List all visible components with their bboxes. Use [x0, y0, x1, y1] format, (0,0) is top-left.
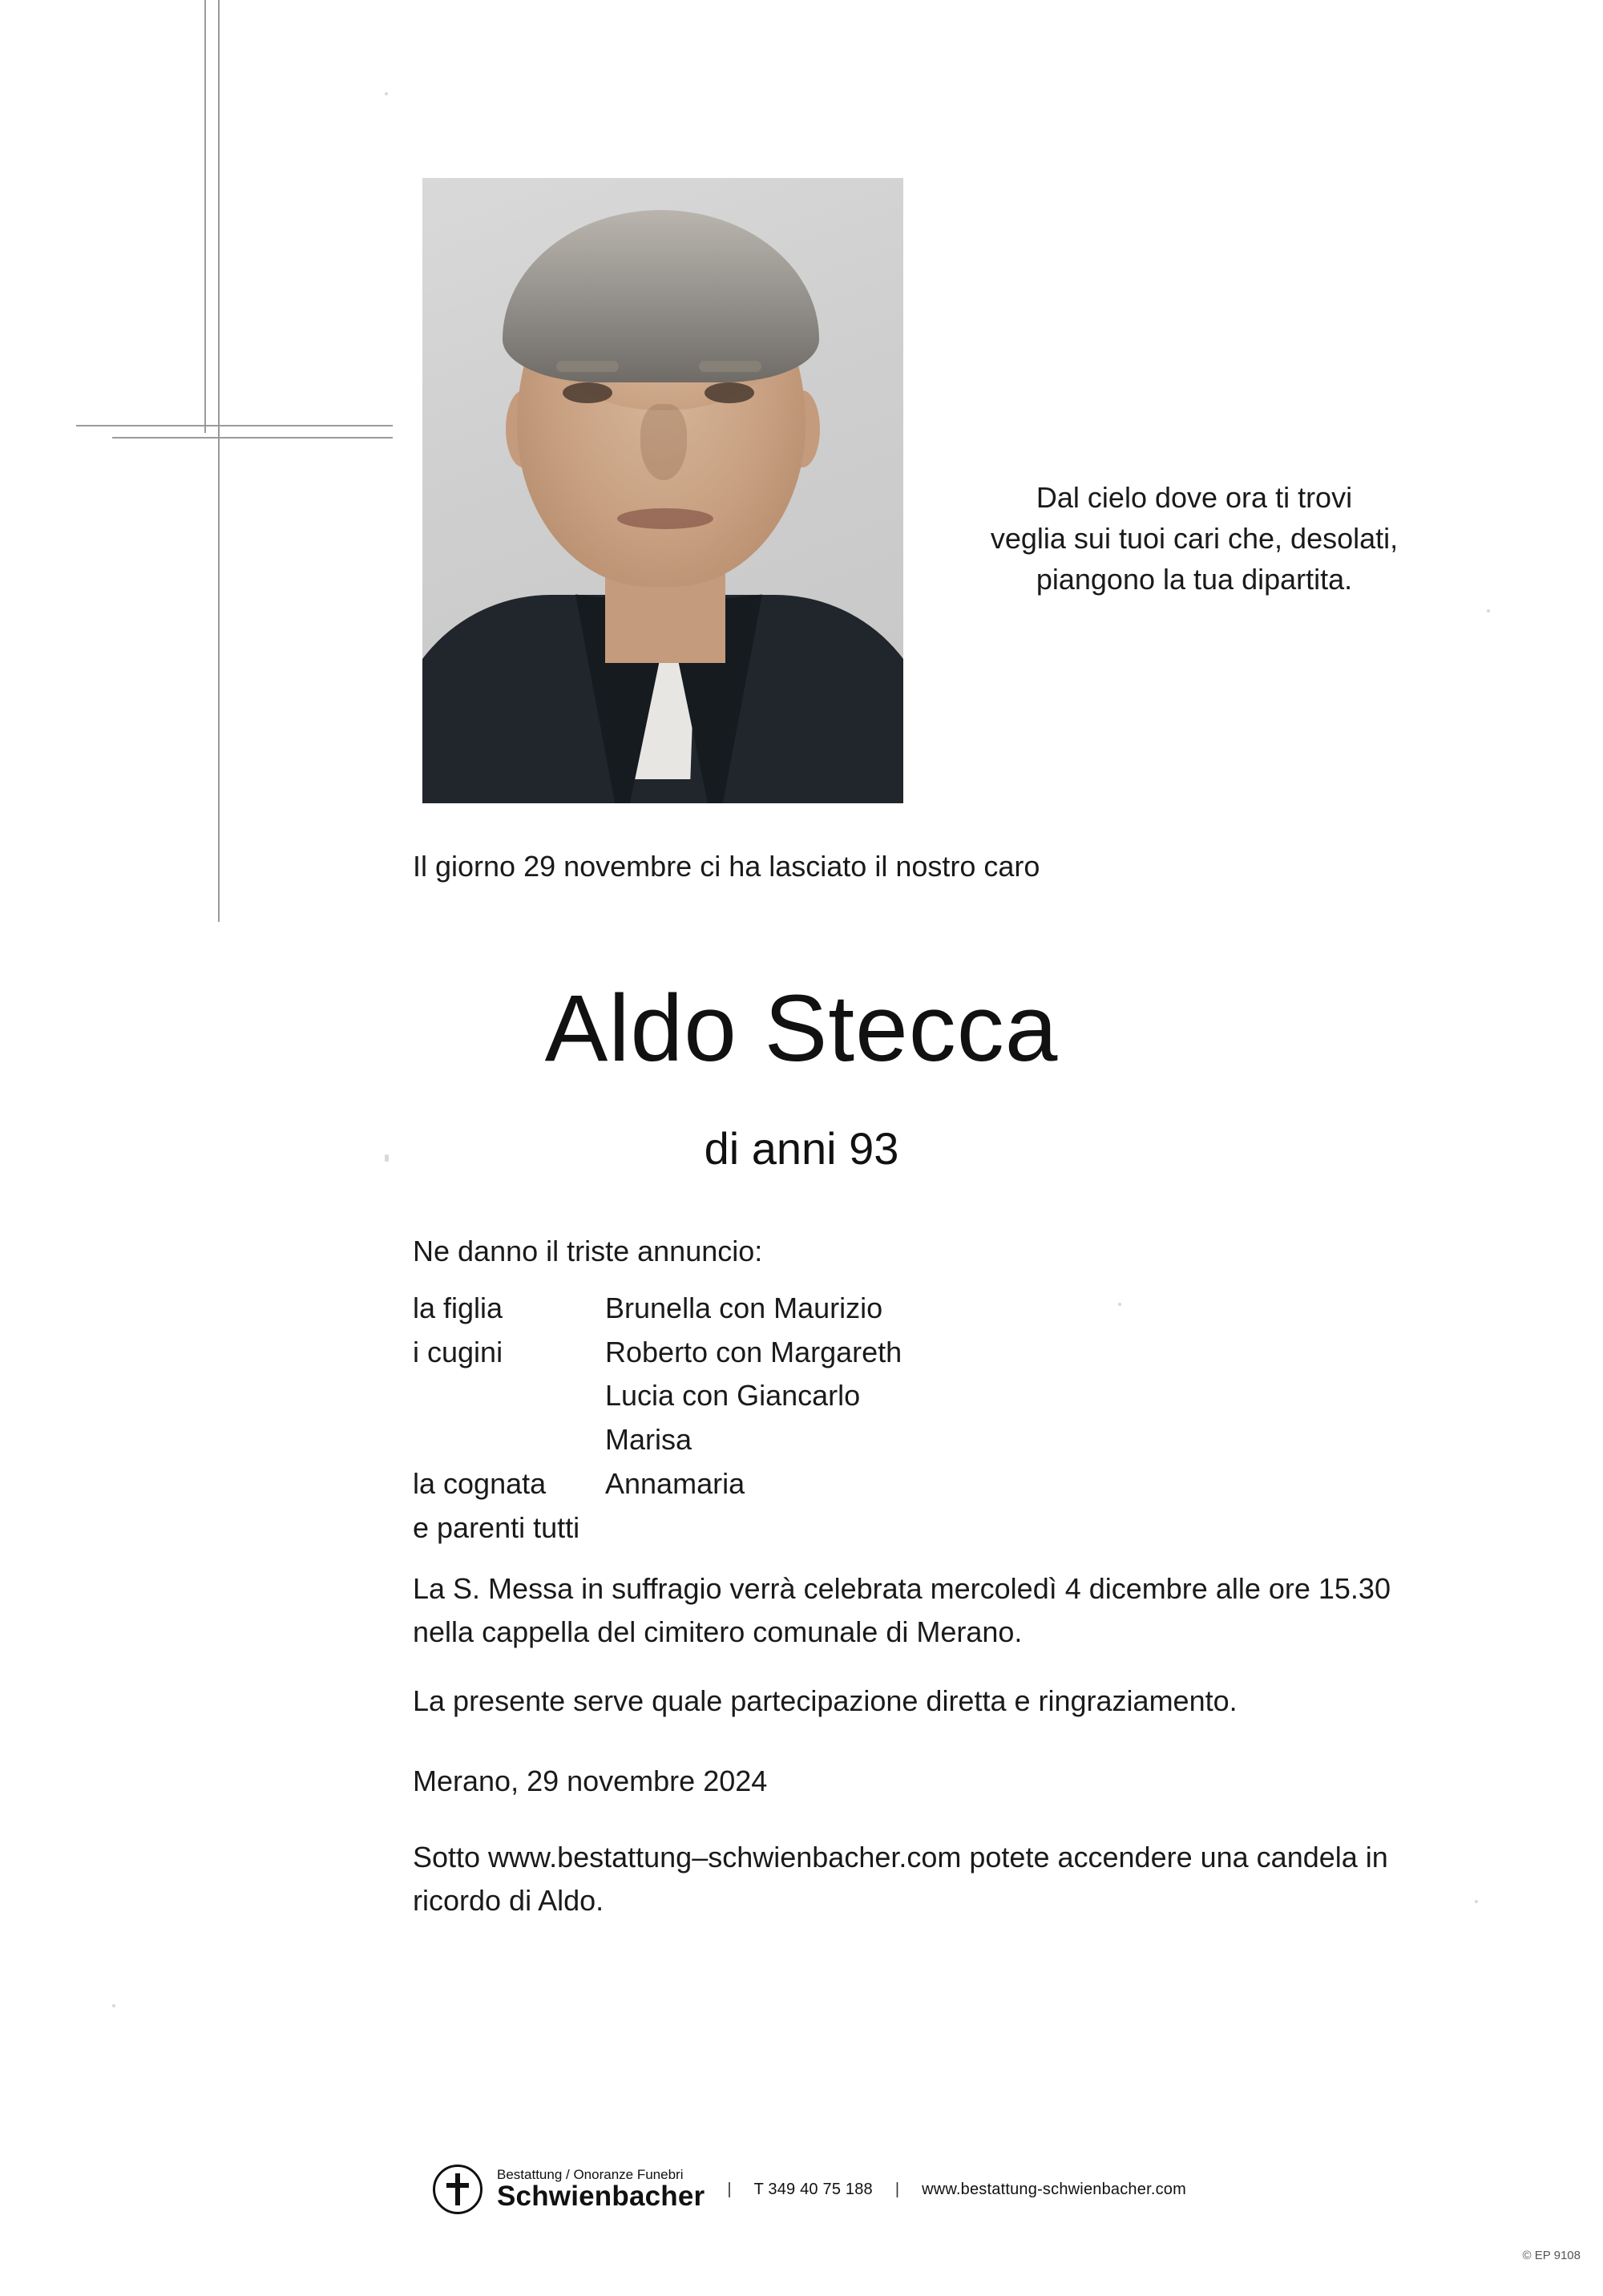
quote-line-1: Dal cielo dove ora ti trovi — [1036, 481, 1353, 514]
portrait-eye-right — [705, 382, 754, 403]
relation-label — [413, 1374, 605, 1418]
cross-vertical-line-secondary — [204, 0, 206, 433]
relation-label: la cognata — [413, 1466, 547, 1500]
cross-vertical-line-main — [218, 0, 220, 922]
candle-paragraph: Sotto www.bestattung–schwienbacher.com potete accendere una candela in ricordo di Aldo. — [413, 1841, 1388, 1917]
relation-names: Roberto con Margareth — [605, 1335, 902, 1368]
portrait-eye-left — [563, 382, 612, 403]
memorial-quote — [922, 477, 1467, 600]
list-item — [413, 1287, 902, 1331]
funeral-home-brand — [497, 2168, 705, 2212]
list-item — [413, 1418, 902, 1462]
mass-paragraph: La S. Messa in suffragio verrà celebrata mercoledì 4 dicembre alle ore 15.30 nella cappella del cimitero comunale di Merano. — [413, 1572, 1391, 1648]
quote-line-3: piangono la tua dipartita. — [1036, 563, 1353, 596]
footer — [433, 2165, 1186, 2214]
portrait-photo — [422, 178, 903, 803]
relation-names: Lucia con Giancarlo — [605, 1379, 861, 1413]
relation-label: i cugini — [413, 1335, 503, 1368]
cross-horizontal-line-main — [76, 425, 393, 426]
footer-phone: T 349 40 75 188 — [753, 2180, 873, 2198]
portrait-eyebrow-right — [699, 361, 761, 372]
footer-separator-1: | — [727, 2180, 732, 2198]
portrait-hair — [503, 210, 819, 382]
footer-website[interactable]: www.bestattung-schwienbacher.com — [922, 2180, 1186, 2198]
relation-label — [413, 1418, 605, 1462]
place-date-paragraph: Merano, 29 novembre 2024 — [413, 1764, 768, 1797]
list-item — [413, 1374, 902, 1418]
brand-name: Schwienbacher — [497, 2180, 705, 2212]
thanks-paragraph: La presente serve quale partecipazione diretta e ringraziamento. — [413, 1684, 1238, 1717]
funeral-home-cross-icon — [433, 2165, 483, 2214]
portrait-mouth — [617, 508, 713, 529]
list-item — [413, 1462, 902, 1506]
deceased-name: Aldo Stecca — [544, 976, 1059, 1081]
relation-names: Marisa — [605, 1423, 692, 1457]
print-code: © EP 9108 — [1522, 2249, 1581, 2262]
relatives-list — [413, 1287, 902, 1550]
deceased-age: di anni 93 — [704, 1123, 899, 1174]
portrait-eyebrow-left — [556, 361, 619, 372]
relation-label: e parenti tutti — [413, 1510, 580, 1544]
lead-text: Il giorno 29 novembre ci ha lasciato il nostro caro — [413, 850, 1040, 883]
cross-horizontal-line-secondary — [112, 437, 393, 439]
relation-names: Annamaria — [605, 1466, 745, 1500]
portrait-nose — [640, 404, 687, 480]
brand-subtitle: Bestattung / Onoranze Funebri — [497, 2166, 684, 2182]
footer-separator-2: | — [894, 2180, 900, 2198]
list-item — [413, 1506, 902, 1550]
cross-decoration-icon — [0, 0, 417, 962]
list-item — [413, 1331, 902, 1375]
announcement-intro: Ne danno il triste annuncio: — [413, 1235, 763, 1267]
relation-label: la figlia — [413, 1292, 503, 1324]
relation-names: Brunella con Maurizio — [605, 1292, 883, 1324]
quote-line-2: veglia sui tuoi cari che, desolati, — [990, 522, 1399, 556]
